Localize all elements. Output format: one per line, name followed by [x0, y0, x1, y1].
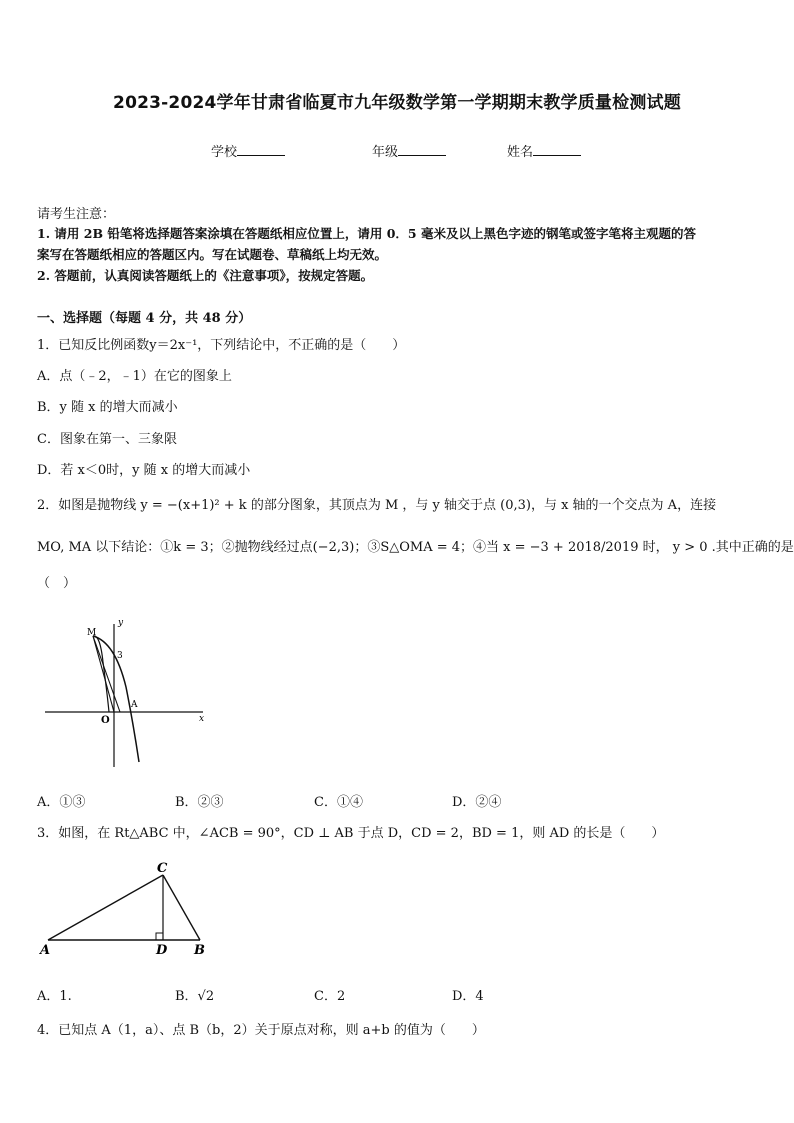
segment-ma: [93, 636, 120, 712]
section-heading: 一、选择题（每题 4 分，共 48 分）: [37, 311, 252, 326]
q3-option-c: C．2: [314, 989, 346, 1004]
vertex-c-label: C: [157, 861, 168, 876]
grade-blank: [398, 143, 446, 156]
grade-field: [372, 141, 446, 160]
y-axis-label: y: [118, 618, 124, 628]
y-intercept-label: 3: [117, 651, 123, 661]
q1-option-b: B．y 随 x 的增大而减小: [37, 400, 178, 415]
point-m-label: M: [87, 628, 97, 638]
q2-stem-line-2: MO, MA 以下结论：①k = 3；②抛物线经过点(−2,3)；③S△OMA = 4；④当 x = −3 + 2018/2019 时， y > 0 .其中正确的是: [37, 540, 794, 555]
vertex-a-label: A: [40, 943, 51, 958]
side-ac: [48, 875, 163, 940]
notice-line-3: 2. 答题前，认真阅读答题纸上的《注意事项》，按规定答题。: [37, 268, 374, 283]
notice-heading: 请考生注意：: [37, 207, 116, 222]
q2-stem-line-1: 2．如图是抛物线 y = −(x+1)² + k 的部分图象，其顶点为 M ，与 y 轴交于点 (0,3)，与 x 轴的一个交点为 A，连接: [37, 498, 717, 513]
vertex-b-label: B: [194, 943, 205, 958]
q1-option-a: A．点（﹣2，﹣1）在它的图象上: [37, 369, 232, 384]
q3-option-b: B．√2: [175, 989, 215, 1004]
q3-stem: 3．如图，在 Rt△ABC 中，∠ACB = 90°，CD ⊥ AB 于点 D，CD = 2，BD = 1，则 AD 的长是（ ）: [37, 826, 665, 841]
point-d-label: D: [156, 943, 168, 958]
segment-mo: [93, 636, 114, 712]
grade-label: 年级: [372, 145, 399, 160]
name-label: 姓名: [507, 145, 534, 160]
q2-option-b: B．②③: [175, 795, 224, 810]
q2-parabola-figure: [40, 612, 220, 772]
q3-option-a: A．1.: [37, 989, 72, 1004]
q3-option-d: D．4: [452, 989, 484, 1004]
q1-option-d: D．若 x＜0时，y 随 x 的增大而减小: [37, 463, 251, 478]
q2-stem-line-3: （ ）: [37, 576, 77, 591]
school-label: 学校: [211, 145, 238, 160]
side-cb: [163, 875, 200, 940]
point-a-label: A: [131, 700, 138, 710]
page-title: 2023-2024学年甘肃省临夏市九年级数学第一学期期末教学质量检测试题: [113, 93, 681, 113]
q2-option-d: D．②④: [452, 795, 502, 810]
school-blank: [237, 143, 285, 156]
q3-triangle-figure: [38, 858, 218, 958]
name-field: [507, 141, 581, 160]
x-axis-label: x: [199, 714, 205, 724]
notice-line-2: 案写在答题纸相应的答题区内。写在试题卷、草稿纸上均无效。: [37, 247, 388, 262]
q2-option-a: A．①③: [37, 795, 86, 810]
q1-option-c: C．图象在第一、三象限: [37, 432, 177, 447]
q1-stem: 1．已知反比例函数y＝2x⁻¹，下列结论中，不正确的是（ ）: [37, 338, 406, 353]
q2-option-c: C．①④: [314, 795, 363, 810]
notice-line-1: 1. 请用 2B 铅笔将选择题答案涂填在答题纸相应位置上，请用 0．5 毫米及以上黑色字迹的钢笔或签字笔将主观题的答: [37, 226, 696, 241]
name-blank: [533, 143, 581, 156]
school-field: [211, 141, 285, 160]
right-angle-mark: [156, 933, 163, 940]
q4-stem: 4．已知点 A（1，a）、点 B（b，2）关于原点对称，则 a+b 的值为（ ）: [37, 1023, 485, 1038]
origin-label: O: [101, 715, 110, 726]
